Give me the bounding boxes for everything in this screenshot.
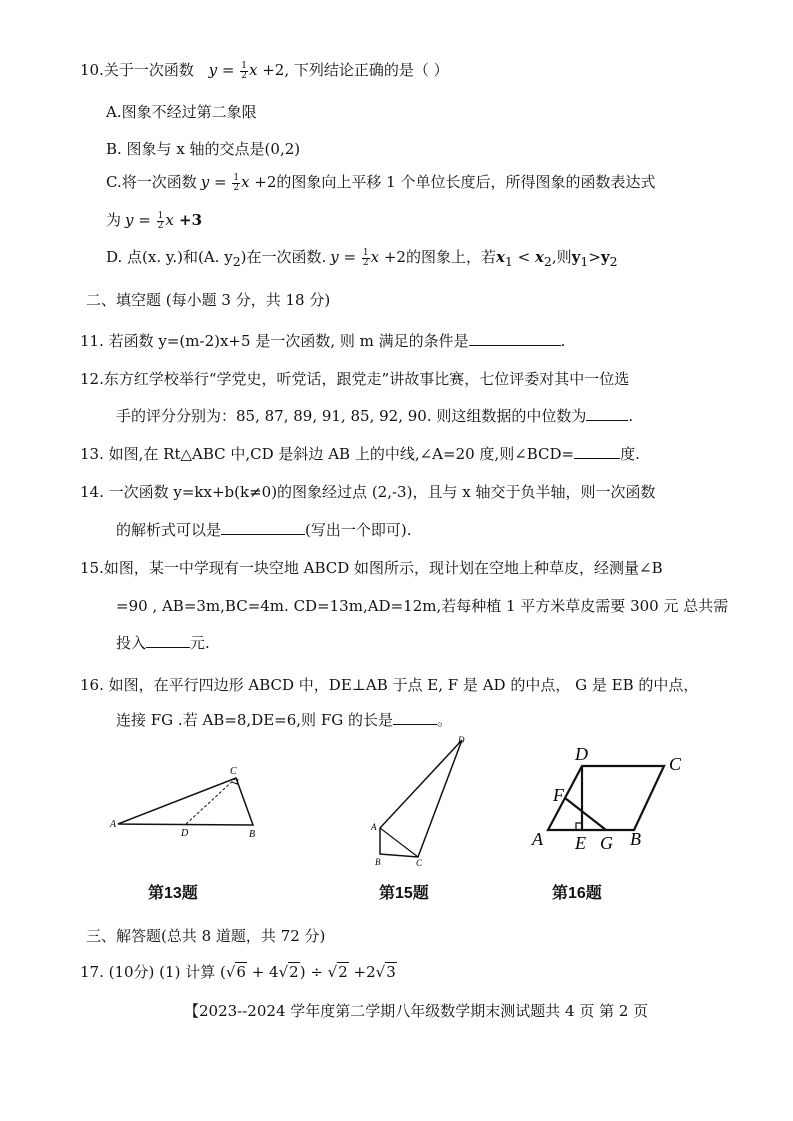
q11-answer-blank[interactable]	[469, 331, 561, 346]
q17-sqrt-2b: 2	[338, 963, 348, 981]
q10-optd-mid: )在一次函数.	[240, 248, 327, 266]
q10-optc-line2-tail: +3	[173, 211, 203, 229]
q10-prefix: 10.关于一次函数	[80, 61, 194, 79]
fig15-diagonal-ac	[380, 828, 418, 857]
q12-line2-text: 手的评分分别为：85, 87, 89, 91, 85, 92, 90. 则这组数据的中位数为	[116, 407, 587, 425]
q17-prefix: 17. (10分) (1) 计算	[80, 963, 216, 981]
q10-option-c	[106, 172, 655, 193]
q14-line2-prefix: 的解析式可以是	[116, 521, 222, 539]
fig13-label-c: C	[230, 766, 237, 777]
q11-text: 11. 若函数 y=(m-2)x+5 是一次函数, 则 m 满足的条件是	[80, 332, 469, 350]
q10-eq-sign: =	[217, 61, 240, 79]
q10-optc-line2-eq: =	[133, 211, 156, 229]
q13-text: 13. 如图,在 Rt△ABC 中,CD 是斜边 AB 上的中线,∠A=20 度,则∠BCD=	[80, 445, 575, 463]
fig15-label-c: C	[416, 858, 423, 868]
q10-optd-x2: x	[534, 248, 544, 266]
q17-plus: + 4	[246, 963, 279, 981]
q10-optd-frac-den: 2	[362, 257, 369, 268]
q14-line2-suffix: (写出一个即可).	[305, 521, 412, 539]
fig16-label-g: G	[600, 833, 613, 853]
figure-16-caption: 第16题	[552, 885, 602, 902]
q10-optd-prefix: D. 点(x. y.)和(A. y	[106, 248, 233, 266]
q10-eq-tail: +2,	[257, 61, 290, 79]
q14-line2	[116, 520, 412, 540]
fig16-label-f: F	[553, 785, 564, 805]
section-2-heading: 二、填空题 (每小题 3 分，共 18 分)	[86, 291, 331, 309]
q10-optd-lt: <	[512, 248, 535, 266]
fig13-label-a: A	[110, 819, 117, 830]
q17-divide: ÷	[305, 963, 328, 981]
q10-optc-line2-prefix: 为	[106, 211, 122, 229]
fig16-label-a: A	[532, 829, 543, 849]
fig13-label-d: D	[181, 828, 189, 839]
q10-eq-y: y	[208, 61, 218, 79]
q10-optd-y2-sub: 2	[609, 254, 618, 269]
q10-optc-line2-frac-num: 1	[157, 210, 164, 221]
q10-option-d	[106, 247, 618, 272]
q10-eq-x: x	[248, 61, 258, 79]
q15-line2: =90 , AB=3m,BC=4m. CD=13m,AD=12m,若每种植 1 平方米草皮需要 300 元 总共需	[116, 597, 729, 615]
q10-optd-gt: >	[588, 248, 601, 266]
fig16-label-e: E	[575, 833, 586, 853]
fig15-label-d: D	[458, 735, 465, 745]
q16-answer-blank[interactable]	[393, 710, 437, 725]
q10-optd-x1-sub: 1	[504, 254, 513, 269]
q17-sqrt-2a: 2	[289, 963, 299, 981]
q10-optc-frac-num: 1	[233, 172, 240, 183]
q17-open-paren: (	[215, 963, 226, 981]
q10-optd-then: ,则	[551, 248, 572, 266]
fig16-segment-fg	[565, 798, 606, 830]
q10-optc-line2-fraction	[157, 212, 165, 231]
q10-optd-tail1: +2的图象上，若	[379, 248, 496, 266]
q15-line3-prefix: 投入	[116, 634, 147, 652]
q17: 17. (10分) (1) 计算 (√6 + 4√2) ÷ √2 +2√3	[80, 963, 396, 981]
q14-line1: 14. 一次函数 y=kx+b(k≠0)的图象经过点 (2,-3)，且与 x 轴交于负半轴，则一次函数	[80, 483, 656, 501]
page-footer: 【2023--2024 学年度第二学期八年级数学期末测试题共 4 页 第 2 页	[184, 1002, 649, 1020]
fig15-quad-abcd	[380, 740, 462, 857]
q17-plus2: +2	[348, 963, 376, 981]
q10-stem	[80, 60, 449, 81]
q10-optd-sub2: 2	[232, 254, 241, 269]
q15-line1: 15.如图，某一中学现有一块空地 ABCD 如图所示，现计划在空地上种草皮，经测量∠B	[80, 559, 663, 577]
q10-optc-line2-x: x	[165, 211, 174, 229]
figure-15-caption: 第15题	[379, 885, 429, 902]
q16-line1: 16. 如图，在平行四边形 ABCD 中，DE⊥AB 于点 E, F 是 AD 的中点， G 是 EB 的中点，	[80, 676, 699, 694]
q11	[80, 331, 565, 351]
q10-optd-eq: =	[338, 248, 361, 266]
q10-optd-x: x	[370, 248, 380, 266]
q15-line3	[116, 633, 210, 653]
q10-optd-y2: y	[600, 248, 610, 266]
q10-option-a: A.图象不经过第二象限	[106, 103, 257, 121]
q10-optc-frac-den: 2	[233, 182, 240, 193]
fig16-label-b: B	[630, 829, 641, 849]
q10-optd-y1-sub: 1	[580, 254, 589, 269]
q16-line2-suffix: 。	[436, 711, 452, 729]
q10-optc-tail: +2的图象向上平移 1 个单位长度后，所得图象的函数表达式	[249, 173, 656, 191]
q10-optd-y1: y	[571, 248, 581, 266]
figure-13-caption: 第13题	[148, 885, 198, 902]
q10-frac-den: 2	[241, 70, 247, 81]
q11-end: .	[560, 332, 566, 350]
q10-optd-frac-num: 1	[362, 247, 369, 258]
q10-option-b: B. 图象与 x 轴的交点是(0,2)	[106, 140, 301, 158]
q10-optd-x1: x	[495, 248, 505, 266]
fig13-label-b: B	[249, 829, 256, 840]
q10-fraction	[240, 62, 248, 81]
q16-line2	[116, 710, 452, 730]
q12-end: .	[628, 407, 634, 425]
q10-optc-fraction	[232, 174, 240, 193]
q17-close-paren: )	[299, 963, 306, 981]
fig16-label-d: D	[575, 744, 588, 764]
q13	[80, 444, 640, 464]
section-3-heading: 三、解答题(总共 8 道题，共 72 分)	[86, 927, 326, 945]
fig13-triangle-abc	[118, 778, 253, 825]
q10-optc-eq: =	[209, 173, 232, 191]
q10-optd-fraction	[362, 249, 370, 268]
q15-line3-suffix: 元.	[190, 634, 210, 652]
q16-line2-prefix: 连接 FG .若 AB=8,DE=6,则 FG 的长是	[116, 711, 393, 729]
q10-optc-line2-frac-den: 2	[157, 220, 164, 231]
q10-optd-y: y	[330, 248, 339, 266]
q10-optc-y: y	[200, 173, 210, 191]
fig16-label-c: C	[669, 754, 682, 774]
figure-15-quadrilateral	[366, 730, 476, 870]
q10-optc-prefix: C.将一次函数	[106, 173, 197, 191]
q10-optd-x2-sub: 2	[543, 254, 552, 269]
q13-answer-blank[interactable]	[574, 444, 620, 459]
q10-suffix: 下列结论正确的是（ ）	[293, 61, 449, 79]
q12-line1: 12.东方红学校举行“学党史，听党话，跟党走”讲故事比赛，七位评委对其中一位选	[80, 370, 630, 388]
q13-end: 度.	[620, 445, 640, 463]
fig13-median-cd	[186, 778, 236, 824]
q17-sqrt-3: 3	[386, 963, 396, 981]
figure-16-parallelogram	[526, 742, 696, 854]
q12-line2	[116, 406, 633, 426]
figure-13-triangle	[108, 760, 268, 840]
q10-option-c-line2	[106, 210, 202, 231]
q14-answer-blank[interactable]	[221, 520, 305, 535]
fig15-label-b: B	[375, 857, 381, 867]
q12-answer-blank[interactable]	[586, 406, 628, 421]
q17-sqrt-6: 6	[236, 963, 246, 981]
q10-optc-line2-y: y	[125, 211, 134, 229]
fig15-label-a: A	[371, 822, 377, 832]
q15-answer-blank[interactable]	[146, 633, 190, 648]
q10-frac-num: 1	[241, 60, 247, 71]
q10-optc-x: x	[241, 173, 250, 191]
